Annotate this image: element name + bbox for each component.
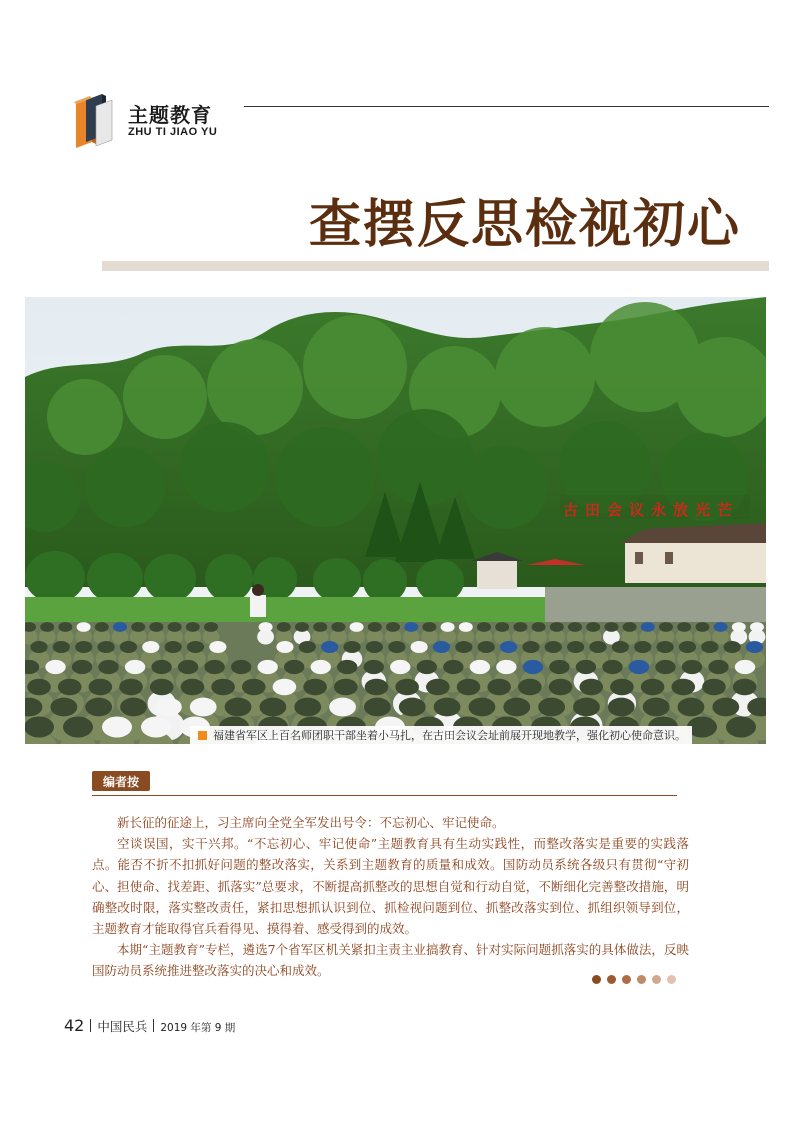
dot-icon — [622, 975, 631, 984]
editor-note-paragraph: 新长征的征途上，习主席向全党全军发出号令：不忘初心、牢记使命。 — [117, 815, 505, 830]
footer-separator — [90, 1019, 91, 1032]
page-footer — [64, 1016, 235, 1035]
photo-caption — [190, 726, 692, 744]
dot-icon — [592, 975, 601, 984]
decorative-dots — [592, 975, 676, 984]
article-title: 查摆反思检视初心 — [308, 195, 741, 255]
article-photo — [25, 297, 766, 744]
editor-note-divider — [92, 795, 677, 796]
photo-caption-text: 福建省军区上百名师团职干部坐着小马扎，在古田会议会址前展开现地教学，强化初心使命意识。 — [213, 729, 686, 742]
section-title: 主题教育 — [128, 103, 212, 127]
title-underline-bar — [102, 261, 769, 271]
dot-icon — [637, 975, 646, 984]
header-divider — [244, 106, 769, 107]
editor-note-paragraph: 空谈误国，实干兴邦。“不忘初心、牢记使命”主题教育具有生动实践性，而整改落实是重要的实践落点。能否不折不扣抓好问题的整改落实，关系到主题教育的质量和成效。国防动员系统各级只有贯彻“守初心、担使命、找差距、抓落实”总要求，不断提高抓整改的思想自觉和行动自觉，不断细化完善整改措施，明确整改时限，落实整改责任，紧扣思想抓认识到位、抓检视问题到位、抓整改落实到位、抓组织领导到位，主题教育才能取得官兵看得见、摸得着、感受得到的成效。 — [92, 836, 689, 937]
issue-label: 2019 年第 9 期 — [160, 1022, 236, 1034]
caption-bullet-icon — [198, 731, 207, 740]
sign-text: 古田会议永放光芒 — [563, 501, 740, 519]
editor-note-body — [92, 812, 689, 982]
page-number: 42 — [64, 1016, 85, 1035]
section-pinyin: ZHU TI JIAO YU — [128, 126, 218, 138]
editor-note-label: 编者按 — [92, 771, 150, 791]
editor-note-paragraph: 本期“主题教育”专栏，遴选7个省军区机关紧扣主责主业搞教育、针对实际问题抓落实的具体做法，反映国防动员系统推进整改落实的决心和成效。 — [92, 942, 689, 979]
footer-separator — [153, 1019, 154, 1032]
book-stack-icon — [72, 94, 118, 148]
dot-icon — [667, 975, 676, 984]
dot-icon — [652, 975, 661, 984]
magazine-name: 中国民兵 — [97, 1019, 148, 1034]
dot-icon — [607, 975, 616, 984]
